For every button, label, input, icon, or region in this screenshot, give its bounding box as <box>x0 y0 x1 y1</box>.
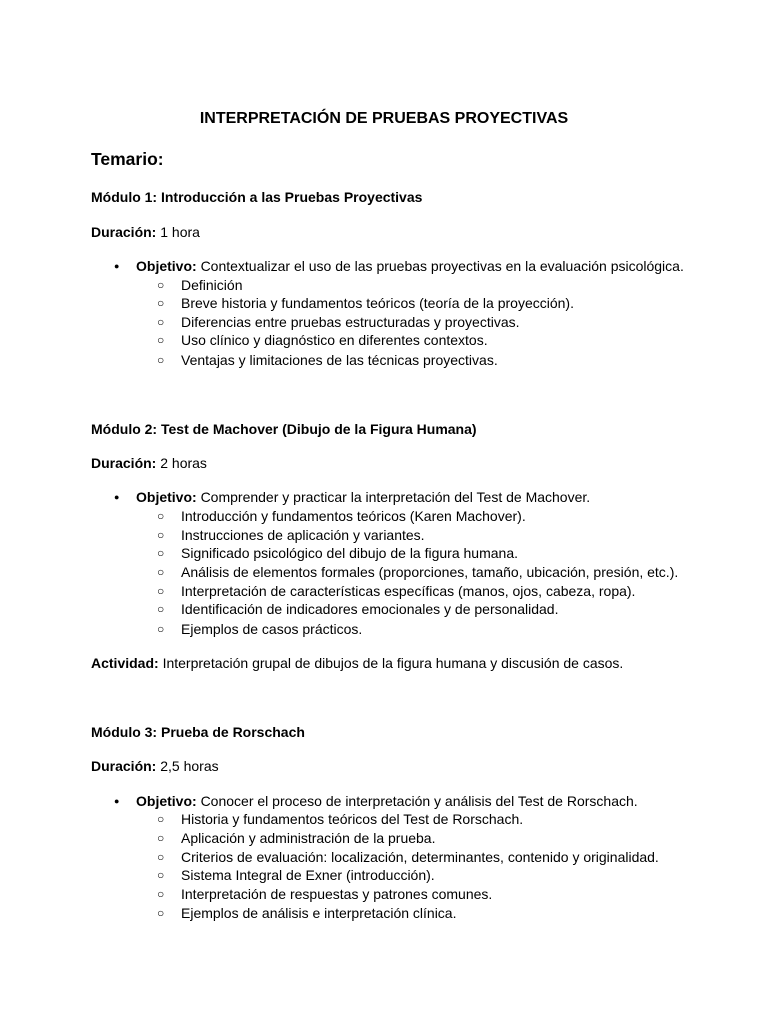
list-item: ○ Significado psicológico del dibujo de la figura humana. <box>181 544 518 563</box>
list-item: ○ Ejemplos de casos prácticos. <box>181 620 362 639</box>
duration-value: 2 horas <box>160 455 207 471</box>
module-2-heading: Módulo 2: Test de Machover (Dibujo de la Figura Humana) <box>91 421 477 437</box>
objective-label: Objetivo: <box>136 258 197 274</box>
list-item: ○ Uso clínico y diagnóstico en diferentes contextos. <box>181 331 488 350</box>
duration-label: Duración: <box>91 455 157 471</box>
module-2-objective <box>136 488 590 507</box>
module-1-duration <box>91 223 200 242</box>
module-3-heading: Módulo 3: Prueba de Rorschach <box>91 724 305 740</box>
objective-text: Conocer el proceso de interpretación y análisis del Test de Rorschach. <box>200 793 638 809</box>
activity-label: Actividad: <box>91 655 159 671</box>
module-2-activity <box>91 654 623 673</box>
list-item: ○ Instrucciones de aplicación y variantes. <box>181 526 425 545</box>
module-3-objective <box>136 792 638 811</box>
list-item: ○ Historia y fundamentos teóricos del Test de Rorschach. <box>181 810 523 829</box>
list-item: ○ Análisis de elementos formales (proporciones, tamaño, ubicación, presión, etc.). <box>181 563 678 582</box>
list-item: ○ Ventajas y limitaciones de las técnicas proyectivas. <box>181 351 498 370</box>
duration-label: Duración: <box>91 224 157 240</box>
list-item: ○ Interpretación de respuestas y patrones comunes. <box>181 885 492 904</box>
list-item: ○ Ejemplos de análisis e interpretación clínica. <box>181 904 456 923</box>
list-item: ○ Interpretación de características específicas (manos, ojos, cabeza, ropa). <box>181 582 635 601</box>
list-item: ○ Identificación de indicadores emocionales y de personalidad. <box>181 600 558 619</box>
activity-text: Interpretación grupal de dibujos de la figura humana y discusión de casos. <box>162 655 624 671</box>
duration-value: 2,5 horas <box>160 758 219 774</box>
objective-text: Comprender y practicar la interpretación del Test de Machover. <box>200 489 591 505</box>
module-3-duration <box>91 757 219 776</box>
document-title: INTERPRETACIÓN DE PRUEBAS PROYECTIVAS <box>199 110 569 127</box>
objective-text: Contextualizar el uso de las pruebas proyectivas en la evaluación psicológica. <box>200 258 684 274</box>
module-2-duration <box>91 454 207 473</box>
module-1-heading: Módulo 1: Introducción a las Pruebas Proyectivas <box>91 189 423 205</box>
list-item: ○ Sistema Integral de Exner (introducción). <box>181 866 435 885</box>
temario-heading: Temario: <box>91 149 164 169</box>
list-item: ○ Diferencias entre pruebas estructuradas y proyectivas. <box>181 313 520 332</box>
objective-label: Objetivo: <box>136 489 197 505</box>
list-item: ○ Introducción y fundamentos teóricos (Karen Machover). <box>181 507 526 526</box>
list-item: ○ Breve historia y fundamentos teóricos (teoría de la proyección). <box>181 294 574 313</box>
list-item: ○ Aplicación y administración de la prueba. <box>181 829 435 848</box>
list-item: ○ Definición <box>181 276 242 295</box>
list-item: ○ Criterios de evaluación: localización, determinantes, contenido y originalidad. <box>181 848 659 867</box>
duration-label: Duración: <box>91 758 157 774</box>
module-1-objective <box>136 257 684 276</box>
duration-value: 1 hora <box>160 224 200 240</box>
objective-label: Objetivo: <box>136 793 197 809</box>
